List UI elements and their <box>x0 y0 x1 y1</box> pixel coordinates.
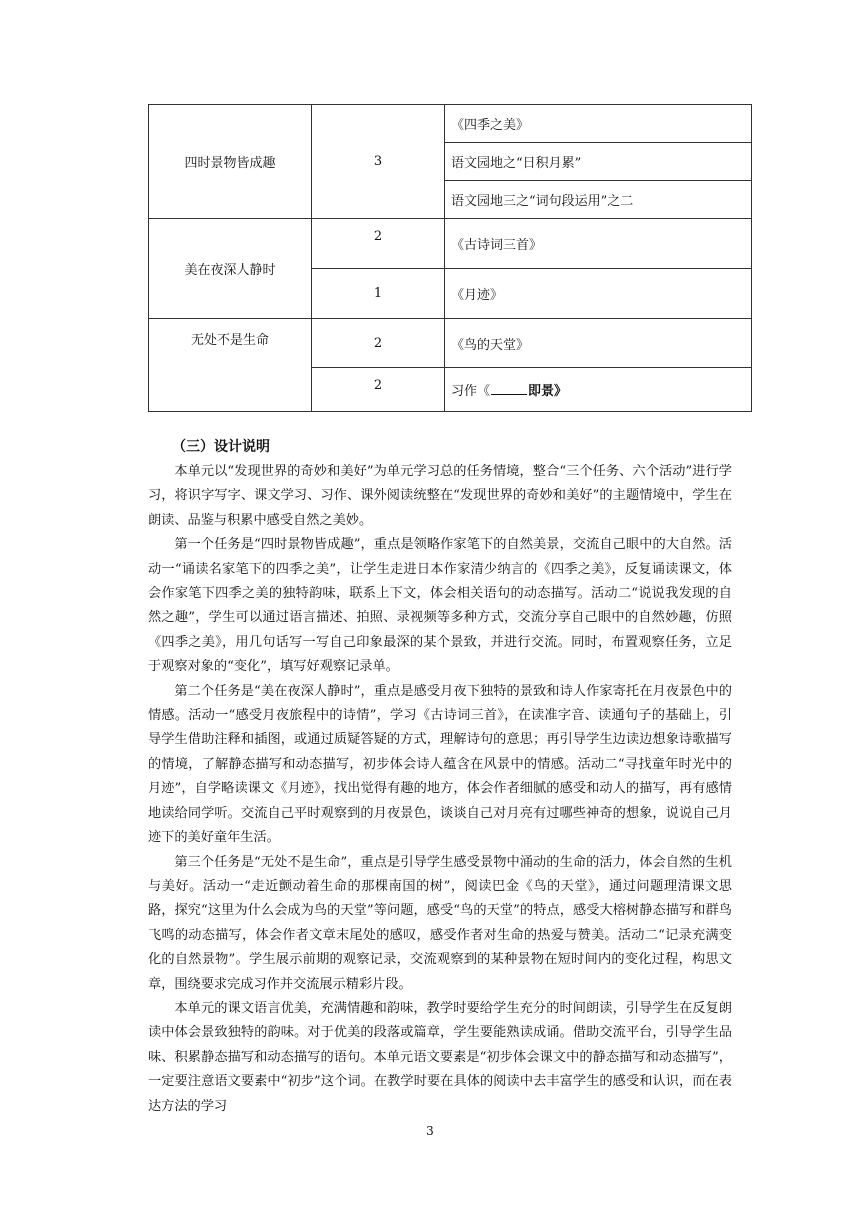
body-text <box>148 460 732 1119</box>
hours-cell: 1 <box>312 269 445 319</box>
hours-cell: 2 <box>312 368 445 412</box>
hours-cell: 3 <box>312 105 445 219</box>
content-cell: 《月迹》 <box>445 269 752 319</box>
content-cell: 《四季之美》 <box>445 105 752 143</box>
hours-cell: 2 <box>312 219 445 269</box>
section-title: （三）设计说明 <box>172 439 270 455</box>
writing-title-suffix: 即景》 <box>528 384 568 399</box>
paragraph: 第二个任务是“美在夜深人静时”，重点是感受月夜下独特的景致和诗人作家寄托在月夜景色中的情感。活动一“感受月夜旅程中的诗情”，学习《古诗词三首》，在读准字音、读通句子的基础上，引导学生借助注释和插图，或通过质疑答疑的方式，理解诗句的意思；再引导学生边读边想象诗歌描写的情境，了解静态描写和动态描写，初步体会诗人蕴含在风景中的情感。活动二“寻找童年时光中的月迹”，自学略读课文《月迹》，找出觉得有趣的地方，体会作者细腻的感受和动人的描写，再有感情地读给同学听。交流自己平时观察到的月夜景色，谈谈自己对月亮有过哪些神奇的想象，说说自己月迹下的美好童年生活。 <box>148 683 732 846</box>
theme-cell: 四时景物皆成趣 <box>149 105 312 219</box>
content-cell: 《古诗词三首》 <box>445 219 752 269</box>
theme-cell: 无处不是生命 <box>149 319 312 412</box>
paragraph: 第三个任务是“无处不是生命”，重点是引导学生感受景物中涌动的生命的活力，体会自然的生机与美好。活动一“走近颤动着生命的那棵南国的树”，阅读巴金《鸟的天堂》，通过问题理清课文思路，探究“这里为什么会成为鸟的天堂”等问题，感受“鸟的天堂”的特点，感受大榕树静态描写和群鸟飞鸣的动态描写，体会作者文章末尾处的感叹，感受作者对生命的热爱与赞美。活动二“记录充满变化的自然景物”。学生展示前期的观察记录，交流观察到的某种景物在短时间内的变化过程，构思文章，围绕要求完成习作并交流展示精彩片段。 <box>148 854 732 992</box>
fill-in-blank <box>491 394 527 395</box>
content-cell: 《鸟的天堂》 <box>445 319 752 368</box>
unit-plan-table <box>148 104 752 412</box>
paragraph: 第一个任务是“四时景物皆成趣”，重点是领略作家笔下的自然美景，交流自己眼中的大自然。活动一“诵读名家笔下的四季之美”，让学生走进日本作家清少纳言的《四季之美》，反复诵读课文，体会作家笔下四季之美的独特韵味，联系上下文，体会相关语句的动态描写。活动二“说说我发现的自然之趣”，学生可以通过语言描述、拍照、录视频等多种方式，交流分享自己眼中的自然妙趣，仿照《四季之美》，用几句话写一写自己印象最深的某个景致，并进行交流。同时，布置观察任务，立足于观察对象的“变化”，填写好观察记录单。 <box>148 537 732 675</box>
content-cell: 语文园地三之“词句段运用”之二 <box>445 181 752 219</box>
paragraph: 本单元以“发现世界的奇妙和美好”为单元学习总的任务情境，整合“三个任务、六个活动”进行学习，将识字写字、课文学习、习作、课外阅读统整在“发现世界的奇妙和美好”的主题情境中，学生在朗读、品鉴与积累中感受自然之美妙。 <box>148 464 732 528</box>
hours-cell: 2 <box>312 319 445 368</box>
content-cell: 语文园地之“日积月累” <box>445 143 752 181</box>
paragraph: 本单元的课文语言优美，充满情趣和韵味，教学时要给学生充分的时间朗读，引导学生在反复朗读中体会景致独特的韵味。对于优美的段落或篇章，学生要能熟读成诵。借助交流平台，引导学生品味、积累静态描写和动态描写的语句。本单元语文要素是“初步体会课文中的静态描写和动态描写”，一定要注意语文要素中“初步”这个词。在教学时要在具体的阅读中去丰富学生的感受和认识，而在表达方法的学习 <box>148 1000 732 1114</box>
theme-cell: 美在夜深人静时 <box>149 219 312 319</box>
content-cell <box>445 368 752 412</box>
writing-title-prefix: 习作《 <box>451 384 491 399</box>
page-number: 3 <box>426 1124 434 1138</box>
